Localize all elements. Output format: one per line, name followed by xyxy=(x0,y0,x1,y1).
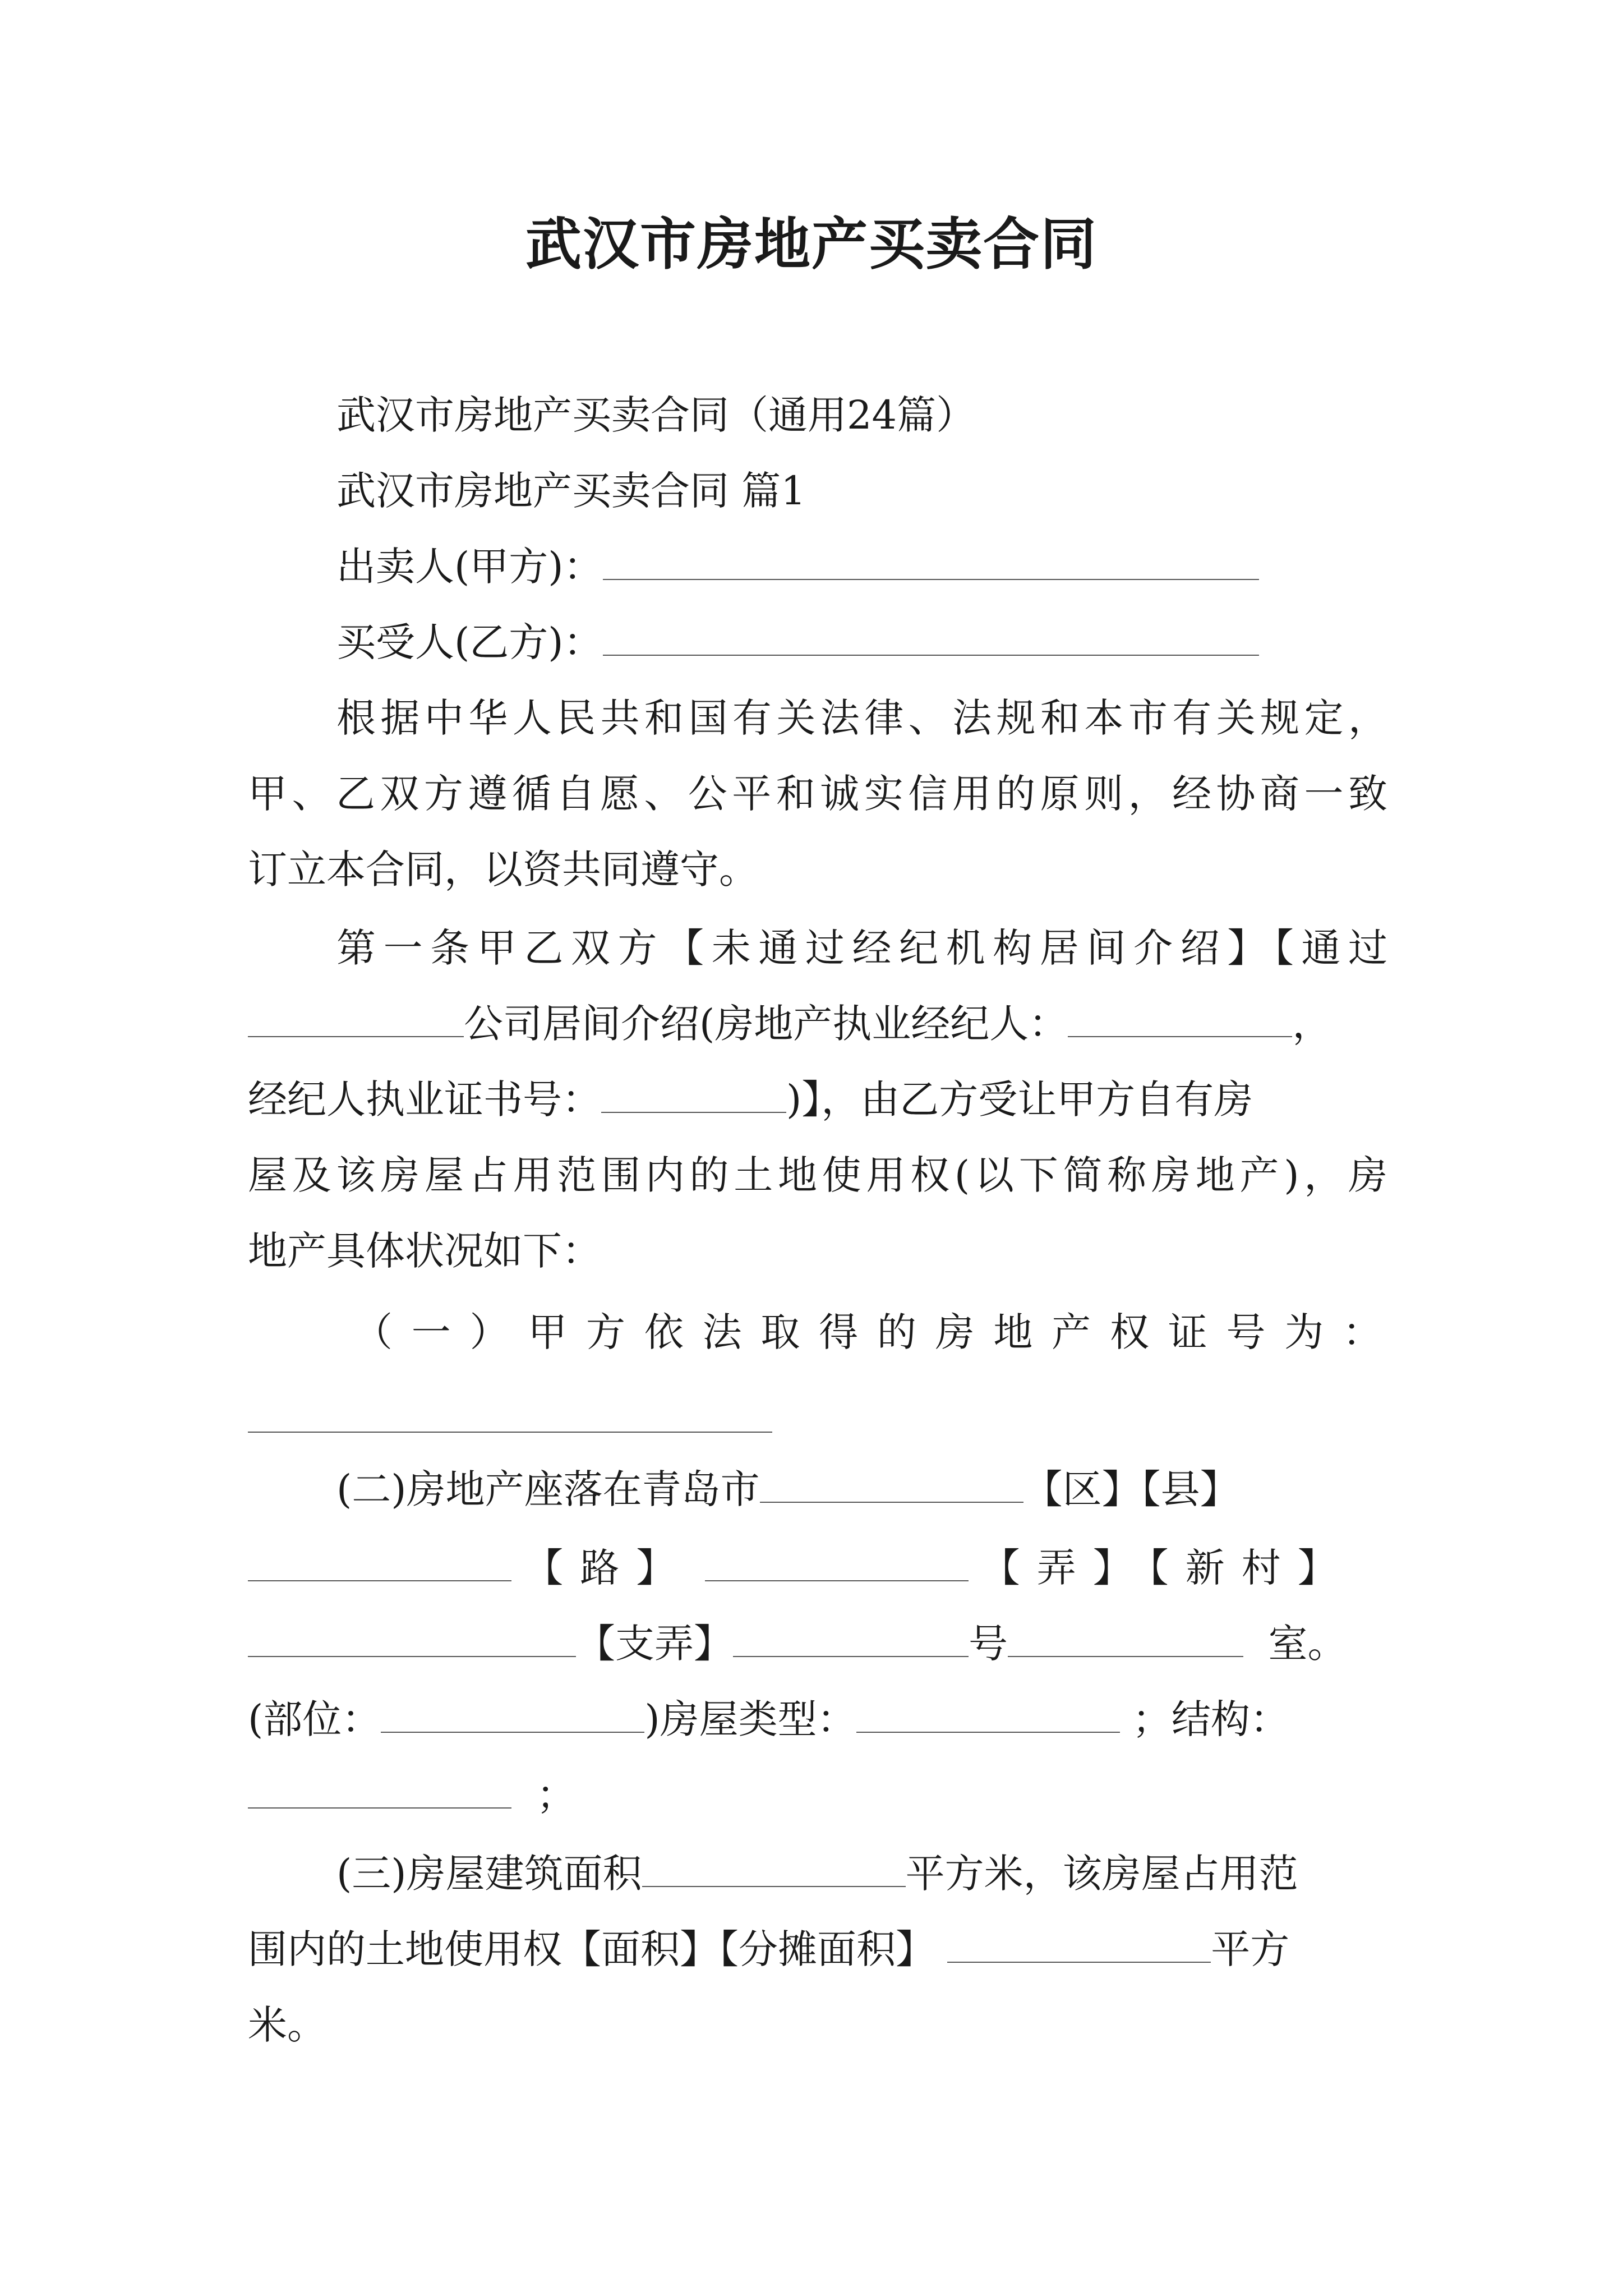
paragraph-line: 根据中华人民共和国有关法律、法规和本市有关规定， xyxy=(336,695,1387,741)
article-one-line: 第一条甲乙双方【未通过经纪机构居间介绍】【通过 xyxy=(336,925,1387,971)
area-unit-text: 平方米，该房屋占用范 xyxy=(905,1851,1298,1897)
area-line xyxy=(248,1921,1387,1977)
building-area-blank xyxy=(642,1850,906,1887)
cert-number-blank xyxy=(248,1396,772,1433)
area-line xyxy=(336,1846,1387,1902)
article-one-line xyxy=(248,1071,1387,1128)
position-label: (部位： xyxy=(248,1696,381,1742)
alley-text: 【支弄】 xyxy=(576,1621,733,1667)
lane-blank xyxy=(705,1544,969,1581)
location-line xyxy=(336,1461,1387,1517)
number-blank xyxy=(733,1620,969,1657)
lane-text: 【弄】【新村】 xyxy=(980,1545,1354,1591)
land-area-unit: 平方 xyxy=(1211,1926,1290,1972)
section-heading: 武汉市房地产买卖合同 篇1 xyxy=(336,468,806,514)
house-type-label: )房屋类型： xyxy=(644,1696,856,1742)
location-line xyxy=(248,1691,1387,1747)
location-line xyxy=(248,1540,1387,1596)
paragraph-line: 甲、乙双方遵循自愿、公平和诚实信用的原则，经协商一致 xyxy=(248,771,1387,817)
area-text: (三)房屋建筑面积 xyxy=(336,1851,642,1897)
buyer-label: 买受人(乙方)： xyxy=(336,619,603,665)
location-line xyxy=(248,1616,1387,1672)
structure-label: ；结构： xyxy=(1132,1696,1289,1742)
seller-line xyxy=(336,539,1387,595)
road-text: 【路】 xyxy=(524,1545,693,1591)
license-label: 经纪人执业证书号： xyxy=(248,1076,601,1122)
room-text: 室。 xyxy=(1268,1621,1347,1667)
location-text: (二)房地产座落在青岛市 xyxy=(336,1466,760,1512)
company-blank xyxy=(248,1000,464,1037)
land-area-blank xyxy=(947,1926,1211,1963)
seller-label: 出卖人(甲方)： xyxy=(336,544,603,590)
article-one-line: 地产具体状况如下： xyxy=(248,1228,601,1274)
doc-subtitle: 武汉市房地产买卖合同（通用24篇） xyxy=(336,392,976,438)
number-text: 号 xyxy=(969,1621,1008,1667)
seller-blank xyxy=(603,543,1259,580)
buyer-blank xyxy=(603,619,1259,656)
comma-text: ， xyxy=(1292,1001,1332,1047)
structure-blank xyxy=(248,1772,511,1809)
transfer-text: )】，由乙方受让甲方自有房 xyxy=(786,1076,1253,1122)
cert-number-blank-line xyxy=(248,1391,1387,1447)
land-area-text: 围内的土地使用权【面积】【分摊面积】 xyxy=(248,1926,935,1972)
location-line xyxy=(248,1767,1387,1823)
paragraph-line: 订立本合同，以资共同遵守。 xyxy=(248,846,758,892)
semicolon-text: ； xyxy=(536,1772,576,1818)
alley-blank xyxy=(248,1620,576,1657)
area-line: 米。 xyxy=(248,2002,326,2048)
cert-number-line: （一）甲方依法取得的房地产权证号为： xyxy=(353,1309,1382,1355)
position-blank xyxy=(381,1696,644,1733)
broker-name-blank xyxy=(1068,1000,1292,1037)
license-blank xyxy=(601,1076,786,1113)
house-type-blank xyxy=(856,1696,1120,1733)
buyer-line xyxy=(336,614,1387,670)
article-one-line: 屋及该房屋占用范围内的土地使用权(以下简称房地产)，房 xyxy=(248,1152,1387,1198)
district-blank xyxy=(760,1466,1023,1503)
document-title: 武汉市房地产买卖合同 xyxy=(525,211,1098,277)
district-text: 【区】【县】 xyxy=(1023,1466,1239,1512)
road-blank xyxy=(248,1544,511,1581)
room-blank xyxy=(1008,1620,1243,1657)
article-one-line xyxy=(248,996,1387,1052)
broker-text: 公司居间介绍(房地产执业经纪人： xyxy=(464,1001,1068,1047)
